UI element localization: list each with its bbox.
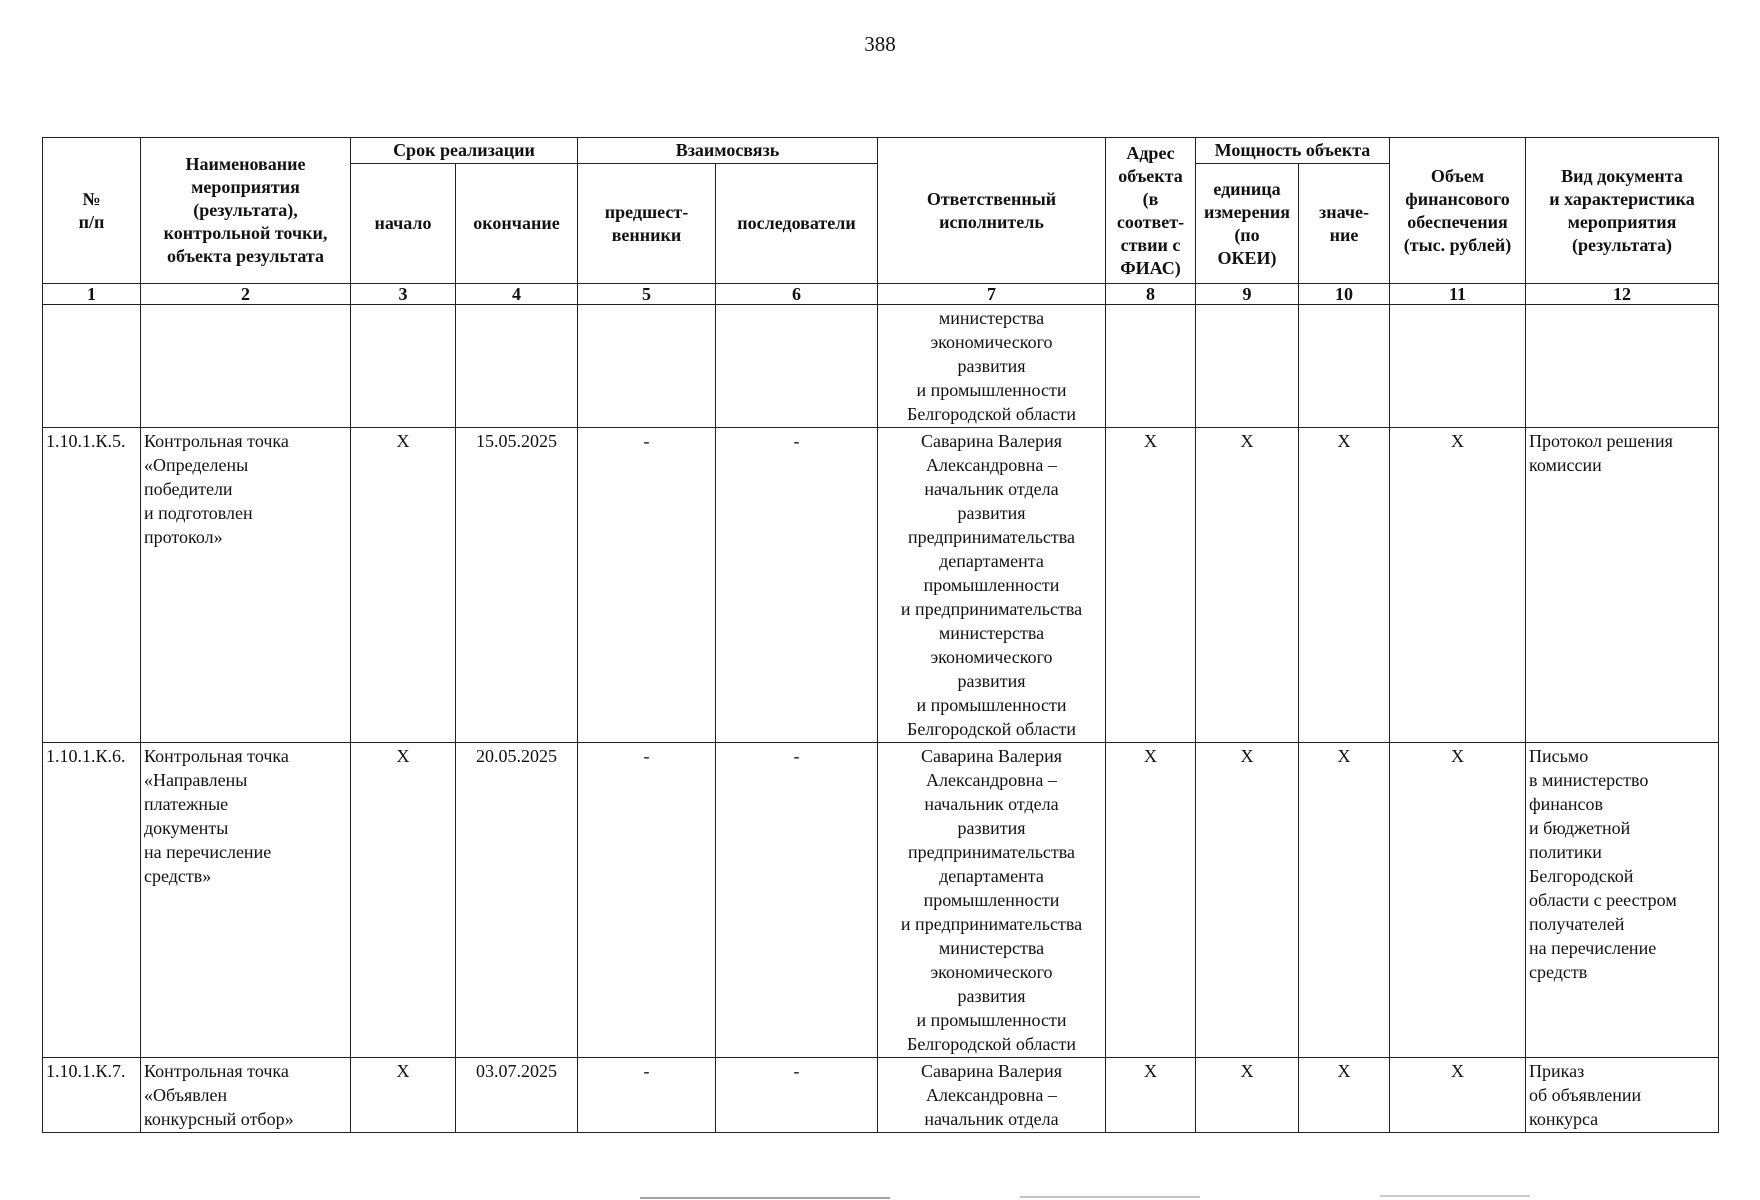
- cell-num: 1.10.1.К.5.: [43, 428, 141, 743]
- cell-value: X: [1299, 428, 1390, 743]
- scan-line: [1380, 1195, 1530, 1197]
- cell-executor: Саварина Валерия Александровна – начальник отдела развития предпринимательства департамента промышленности и предпринимательства министерства экономического развития и промышленности Белгородской области: [878, 428, 1106, 743]
- cell-executor: министерства экономического развития и промышленности Белгородской области: [878, 305, 1106, 428]
- table-row: [43, 1058, 1719, 1133]
- cell-num: [43, 305, 141, 428]
- header-unit: единица измерения (по ОКЕИ): [1196, 164, 1299, 284]
- column-number-row: [43, 284, 1719, 305]
- cell-start: X: [351, 743, 456, 1058]
- table-row: [43, 305, 1719, 428]
- cell-start: X: [351, 1058, 456, 1133]
- cell-end: [456, 305, 578, 428]
- cell-successors: -: [716, 1058, 878, 1133]
- column-number: 12: [1526, 284, 1719, 305]
- column-number: 8: [1106, 284, 1196, 305]
- header-predecessors: предшест- венники: [578, 164, 716, 284]
- cell-value: X: [1299, 1058, 1390, 1133]
- page-number: 388: [864, 32, 896, 56]
- cell-executor: Саварина Валерия Александровна – начальник отдела: [878, 1058, 1106, 1133]
- cell-value: X: [1299, 743, 1390, 1058]
- cell-unit: X: [1196, 1058, 1299, 1133]
- table-row: [43, 743, 1719, 1058]
- column-number: 1: [43, 284, 141, 305]
- cell-name: Контрольная точка «Объявлен конкурсный отбор»: [141, 1058, 351, 1133]
- cell-start: [351, 305, 456, 428]
- cell-finance: X: [1390, 743, 1526, 1058]
- cell-finance: X: [1390, 1058, 1526, 1133]
- column-number: 9: [1196, 284, 1299, 305]
- cell-doc-type: Протокол решения комиссии: [1526, 428, 1719, 743]
- cell-num: 1.10.1.К.6.: [43, 743, 141, 1058]
- cell-unit: [1196, 305, 1299, 428]
- cell-name: Контрольная точка «Направлены платежные документы на перечисление средств»: [141, 743, 351, 1058]
- cell-num: 1.10.1.К.7.: [43, 1058, 141, 1133]
- cell-successors: [716, 305, 878, 428]
- cell-predecessors: -: [578, 1058, 716, 1133]
- cell-value: [1299, 305, 1390, 428]
- column-number: 11: [1390, 284, 1526, 305]
- header-successors: последователи: [716, 164, 878, 284]
- cell-doc-type: [1526, 305, 1719, 428]
- column-number: 7: [878, 284, 1106, 305]
- cell-doc-type: Приказ об объявлении конкурса: [1526, 1058, 1719, 1133]
- cell-address: X: [1106, 1058, 1196, 1133]
- cell-predecessors: [578, 305, 716, 428]
- cell-end: 03.07.2025: [456, 1058, 578, 1133]
- header-period-group: Срок реализации: [351, 138, 578, 164]
- column-number: 4: [456, 284, 578, 305]
- header-value: значе- ние: [1299, 164, 1390, 284]
- header-capacity-group: Мощность объекта: [1196, 138, 1390, 164]
- header-name: Наименование мероприятия (результата), контрольной точки, объекта результата: [141, 138, 351, 284]
- cell-finance: X: [1390, 428, 1526, 743]
- header-relation-group: Взаимосвязь: [578, 138, 878, 164]
- plan-table: [42, 137, 1719, 1133]
- cell-doc-type: Письмо в министерство финансов и бюджетной политики Белгородской области с реестром получателей на перечисление средств: [1526, 743, 1719, 1058]
- cell-name: Контрольная точка «Определены победители и подготовлен протокол»: [141, 428, 351, 743]
- cell-end: 20.05.2025: [456, 743, 578, 1058]
- header-end: окончание: [456, 164, 578, 284]
- header-num: № п/п: [43, 138, 141, 284]
- header-executor: Ответственный исполнитель: [878, 138, 1106, 284]
- cell-start: X: [351, 428, 456, 743]
- scan-line: [640, 1197, 890, 1199]
- column-number: 2: [141, 284, 351, 305]
- column-number: 10: [1299, 284, 1390, 305]
- cell-unit: X: [1196, 743, 1299, 1058]
- column-number: 5: [578, 284, 716, 305]
- table-row: [43, 428, 1719, 743]
- cell-end: 15.05.2025: [456, 428, 578, 743]
- header-start: начало: [351, 164, 456, 284]
- cell-finance: [1390, 305, 1526, 428]
- cell-unit: X: [1196, 428, 1299, 743]
- cell-address: X: [1106, 428, 1196, 743]
- cell-successors: -: [716, 428, 878, 743]
- header-address: Адрес объекта (в соответ- ствии с ФИАС): [1106, 138, 1196, 284]
- cell-predecessors: -: [578, 428, 716, 743]
- cell-name: [141, 305, 351, 428]
- cell-successors: -: [716, 743, 878, 1058]
- column-number: 3: [351, 284, 456, 305]
- header-doc-type: Вид документа и характеристика мероприятия (результата): [1526, 138, 1719, 284]
- scan-line: [1020, 1196, 1200, 1198]
- cell-executor: Саварина Валерия Александровна – начальник отдела развития предпринимательства департамента промышленности и предпринимательства министерства экономического развития и промышленности Белгородской области: [878, 743, 1106, 1058]
- cell-address: X: [1106, 743, 1196, 1058]
- cell-predecessors: -: [578, 743, 716, 1058]
- cell-address: [1106, 305, 1196, 428]
- header-finance: Объем финансового обеспечения (тыс. рублей): [1390, 138, 1526, 284]
- table-header: [43, 138, 1719, 305]
- column-number: 6: [716, 284, 878, 305]
